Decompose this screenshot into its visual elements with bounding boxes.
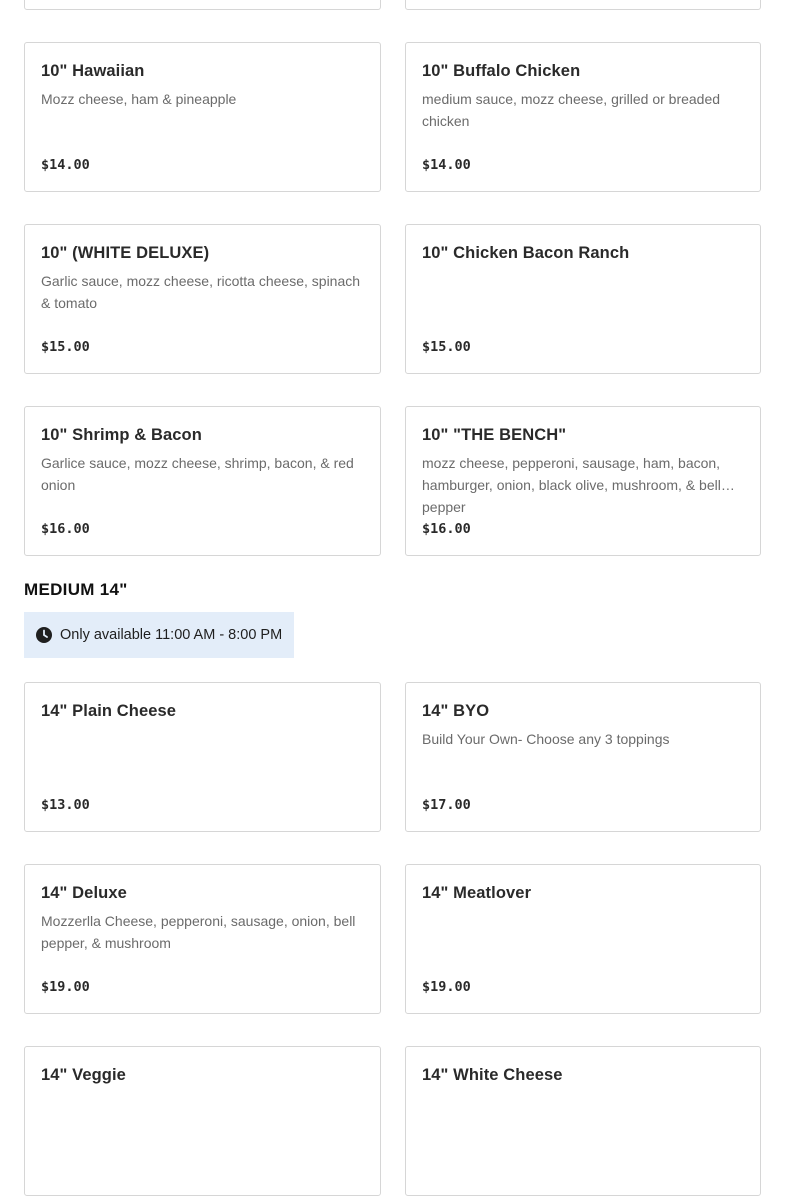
menu-item-card[interactable] — [405, 42, 761, 192]
menu-item-name: 10" Hawaiian — [41, 62, 145, 80]
menu-item-name: 14" Veggie — [41, 1066, 126, 1084]
menu-item-price: $19.00 — [41, 979, 90, 995]
menu-item-name: 14" Deluxe — [41, 884, 127, 902]
menu-item-name: 10" Chicken Bacon Ranch — [422, 244, 630, 262]
menu-item-name: 14" BYO — [422, 702, 490, 720]
menu-item-card[interactable] — [24, 1046, 381, 1196]
menu-item-card[interactable] — [405, 406, 761, 556]
menu-item-card[interactable] — [24, 224, 381, 374]
menu-item-description: Garlic sauce, mozz cheese, ricotta cheese, spinach & tomato — [41, 273, 361, 311]
menu-item-price: $14.00 — [422, 157, 471, 173]
menu-item-price: $16.00 — [41, 521, 90, 537]
menu-item-description: Mozz cheese, ham & pineapple — [41, 91, 237, 107]
menu-item-price: $17.00 — [422, 797, 471, 813]
menu-item-name: 14" Meatlover — [422, 884, 532, 902]
menu-item-price: $13.00 — [41, 797, 90, 813]
menu-item-name: 10" Buffalo Chicken — [422, 62, 581, 80]
menu-item-card[interactable] — [24, 0, 381, 10]
menu-item-card[interactable] — [405, 864, 761, 1014]
section-heading: MEDIUM 14" — [24, 580, 128, 599]
availability-text: Only available 11:00 AM - 8:00 PM — [60, 627, 283, 643]
menu-item-price: $14.00 — [41, 157, 90, 173]
menu-item-card[interactable] — [405, 682, 761, 832]
menu-item-price: $15.00 — [422, 339, 471, 355]
menu-item-card[interactable] — [24, 42, 381, 192]
menu-item-price: $15.00 — [41, 339, 90, 355]
menu-item-card[interactable] — [24, 406, 381, 556]
menu-item-card[interactable] — [405, 224, 761, 374]
menu-item-description: Garlice sauce, mozz cheese, shrimp, bacon, & red onion — [41, 455, 354, 493]
availability-banner — [24, 612, 294, 658]
menu-item-name: 10" Shrimp & Bacon — [41, 426, 202, 444]
menu-item-card[interactable] — [405, 1046, 761, 1196]
menu-item-description: mozz cheese, pepperoni, sausage, ham, bacon, hamburger, onion, black olive, mushroom, & bell pepper — [422, 455, 721, 515]
menu-item-name: 10" "THE BENCH" — [422, 426, 567, 444]
menu-item-name: 10" (WHITE DELUXE) — [41, 244, 210, 262]
menu-item-price: $16.00 — [422, 521, 471, 537]
menu-item-card[interactable] — [24, 864, 381, 1014]
menu-item-name: 14" White Cheese — [422, 1066, 563, 1084]
menu-item-description: medium sauce, mozz cheese, grilled or breaded chicken — [422, 91, 721, 129]
menu-item-card[interactable] — [405, 0, 761, 10]
menu-item-description: Build Your Own- Choose any 3 toppings — [422, 731, 670, 747]
menu-item-price: $19.00 — [422, 979, 471, 995]
menu-item-description: Mozzerlla Cheese, pepperoni, sausage, onion, bell pepper, & mushroom — [41, 913, 356, 951]
menu-item-name: 14" Plain Cheese — [41, 702, 177, 720]
clock-icon — [36, 627, 52, 643]
menu-item-card[interactable] — [24, 682, 381, 832]
